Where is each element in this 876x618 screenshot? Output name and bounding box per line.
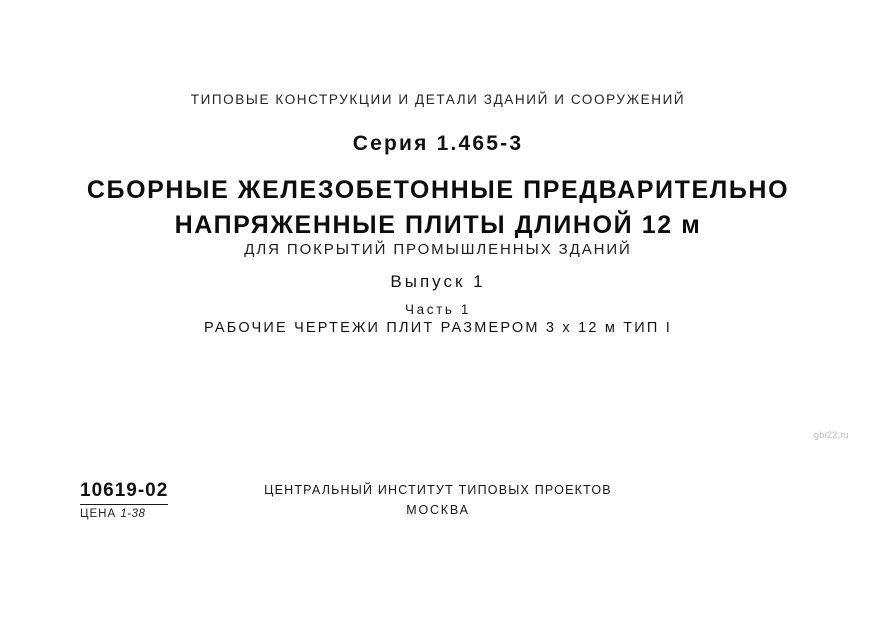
document-series: Серия 1.465-3: [352, 132, 524, 155]
price-label: ЦЕНА: [80, 508, 117, 520]
document-header-line: ТИПОВЫЕ КОНСТРУКЦИИ И ДЕТАЛИ ЗДАНИЙ И СООРУЖЕНИЙ: [190, 92, 686, 107]
document-code: 10619-02: [80, 480, 168, 505]
publisher-city: МОСКВА: [406, 503, 470, 517]
site-watermark: gbi22.ru: [814, 430, 849, 440]
document-title-line-1: СБОРНЫЕ ЖЕЛЕЗОБЕТОННЫЕ ПРЕДВАРИТЕЛЬНО: [86, 176, 790, 204]
document-title-line-3: ДЛЯ ПОКРЫТИЙ ПРОМЫШЛЕННЫХ ЗДАНИЙ: [244, 241, 632, 258]
document-drawings-description: РАБОЧИЕ ЧЕРТЕЖИ ПЛИТ РАЗМЕРОМ 3 х 12 м ТИП I: [204, 320, 672, 336]
publisher-institute: ЦЕНТРАЛЬНЫЙ ИНСТИТУТ ТИПОВЫХ ПРОЕКТОВ: [264, 483, 612, 497]
document-issue: Выпуск 1: [390, 272, 486, 291]
document-title-line-2: НАПРЯЖЕННЫЕ ПЛИТЫ ДЛИНОЙ 12 м: [174, 211, 702, 239]
price-value: 1-38: [120, 508, 146, 520]
document-part: Часть 1: [405, 302, 471, 317]
